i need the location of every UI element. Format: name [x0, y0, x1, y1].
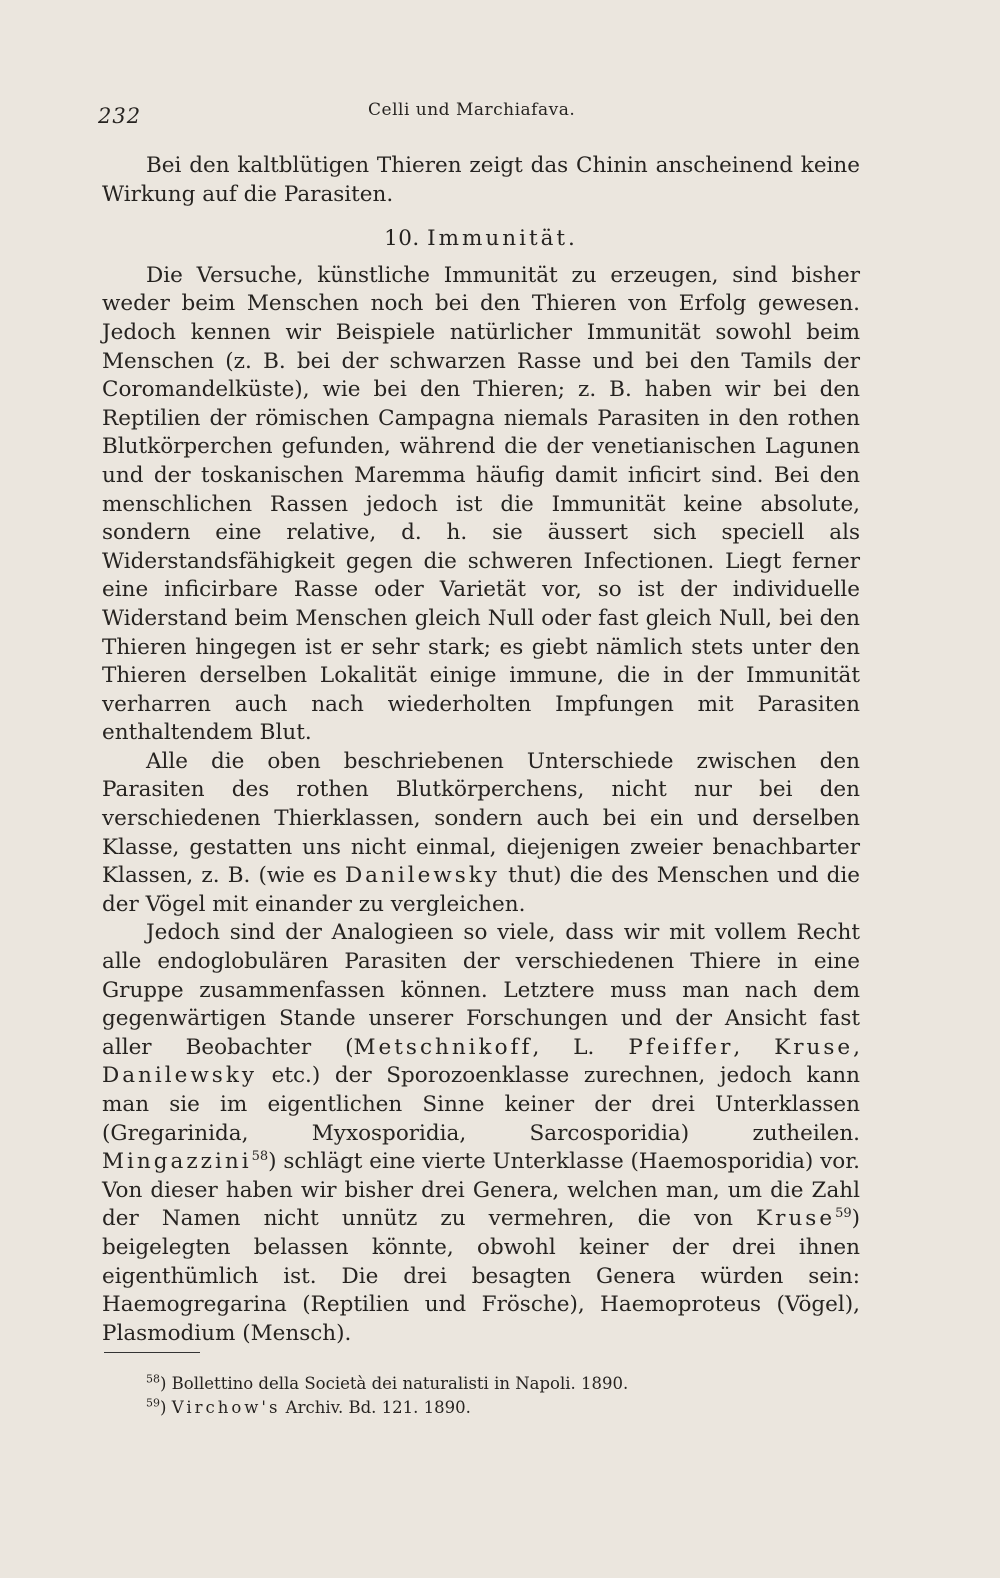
- author-name: Danilewsky: [102, 1063, 257, 1089]
- author-name: Kruse: [774, 1034, 854, 1060]
- footnote-59: [146, 1396, 786, 1420]
- footnote-reference: 59: [835, 1206, 852, 1222]
- footnote-58: [146, 1372, 786, 1396]
- separator: ,: [853, 1034, 860, 1060]
- author-name: Kruse: [756, 1206, 836, 1232]
- footnote-text: Archiv. Bd. 121. 1890.: [280, 1398, 471, 1417]
- main-text: [102, 152, 860, 1348]
- author-name: Danilewsky: [344, 863, 500, 889]
- paragraph-text: Alle die oben beschriebenen Unterschiede zwischen den Parasiten des rothen Blutkörperchens, nicht nur bei den verschiedenen Thierklassen, sondern auch bei ein und derselben Klasse, gestatten uns nicht einmal, diejenigen zweier benachbarter Klassen, z. B. (wie es: [102, 748, 860, 889]
- footnote-reference: 58: [251, 1149, 269, 1165]
- paragraph-text: Jedoch sind der Analogieen so viele, dass wir mit vollem Recht alle endoglobulären Parasiten der verschiedenen Thiere in eine Gruppe zusammenfassen können. Letztere muss man nach dem gegenwärtigen Stande unserer Forschungen und der Ansicht fast aller Beobachter (: [102, 920, 860, 1060]
- author-name: Virchow's: [171, 1398, 281, 1417]
- author-name: Metschnikoff: [353, 1034, 533, 1060]
- section-heading: [102, 225, 860, 254]
- author-name: Pfeiffer: [628, 1034, 734, 1060]
- section-number: 10.: [384, 226, 420, 252]
- footnote-text: ) Bollettino della Società dei naturalisti in Napoli. 1890.: [160, 1374, 629, 1393]
- page-number: 232: [98, 104, 142, 128]
- page-header: [98, 100, 868, 132]
- footnote-divider: [104, 1352, 200, 1353]
- footnote-marker: 58: [146, 1372, 160, 1386]
- running-head: Celli und Marchiafava.: [368, 100, 576, 120]
- paragraph-chinin: Bei den kaltblütigen Thieren zeigt das Chinin anscheinend keine Wirkung auf die Parasiten.: [102, 153, 860, 207]
- footnote-text: ): [160, 1398, 172, 1417]
- author-name: Mingazzini: [102, 1149, 252, 1175]
- paragraph-text: thut) die des Menschen und die der Vögel mit einander zu vergleichen.: [102, 863, 860, 917]
- footnote-marker: 59: [146, 1396, 160, 1410]
- paragraph-text: ) schlägt eine vierte Unterklasse (Haemosporidia) vor. Von dieser haben wir bisher drei Genera, welchen man, um die Zahl der Namen nicht unnütz zu vermehren, die von: [102, 1149, 860, 1232]
- paragraph-text: ) beigelegten belassen könnte, obwohl keiner der drei ihnen eigenthümlich ist. Die drei besagten Genera würden sein: Haemogregarina (Reptilien und Frösche), Haemoproteus (Vögel), Plasmodium (Mensch).: [102, 1206, 861, 1346]
- paragraph-immunity: Die Versuche, künstliche Immunität zu erzeugen, sind bisher weder beim Menschen noch bei den Thieren von Erfolg gewesen. Jedoch kennen wir Beispiele natürlicher Immunität sowohl beim Menschen (z. B. bei der schwarzen Rasse und bei den Tamils der Coromandelküste), wie bei den Thieren; z. B. haben wir bei den Reptilien der römischen Campagna niemals Parasiten in den rothen Blutkörperchen gefunden, während die der venetianischen Lagunen und der toskanischen Maremma häufig damit inficirt sind. Bei den menschlichen Rassen jedoch ist die Immunität keine absolute, sondern eine relative, d. h. sie äussert sich speciell als Widerstandsfähigkeit gegen die schweren Infectionen. Liegt ferner eine inficirbare Rasse oder Varietät vor, so ist der individuelle Widerstand beim Menschen gleich Null oder fast gleich Null, bei den Thieren hingegen ist er sehr stark; es giebt nämlich stets unter den Thieren derselben Lokalität einige immune, die in der Immunität verharren auch nach wiederholten Impfungen mit Parasiten enthaltendem Blut.: [102, 262, 860, 746]
- paragraph-differences: [102, 748, 860, 920]
- paragraph-classification: [102, 919, 860, 1348]
- section-title: Immunität.: [427, 226, 578, 252]
- footnotes: [146, 1372, 786, 1420]
- paragraph-text: etc.) der Sporozoenklasse zurechnen, jedoch kann man sie im eigentlichen Sinne keiner der drei Unterklassen (Gregarinida, Myxosporidia, Sarcosporidia) zutheilen.: [102, 1063, 860, 1146]
- separator: , L.: [532, 1034, 629, 1060]
- separator: ,: [733, 1034, 775, 1060]
